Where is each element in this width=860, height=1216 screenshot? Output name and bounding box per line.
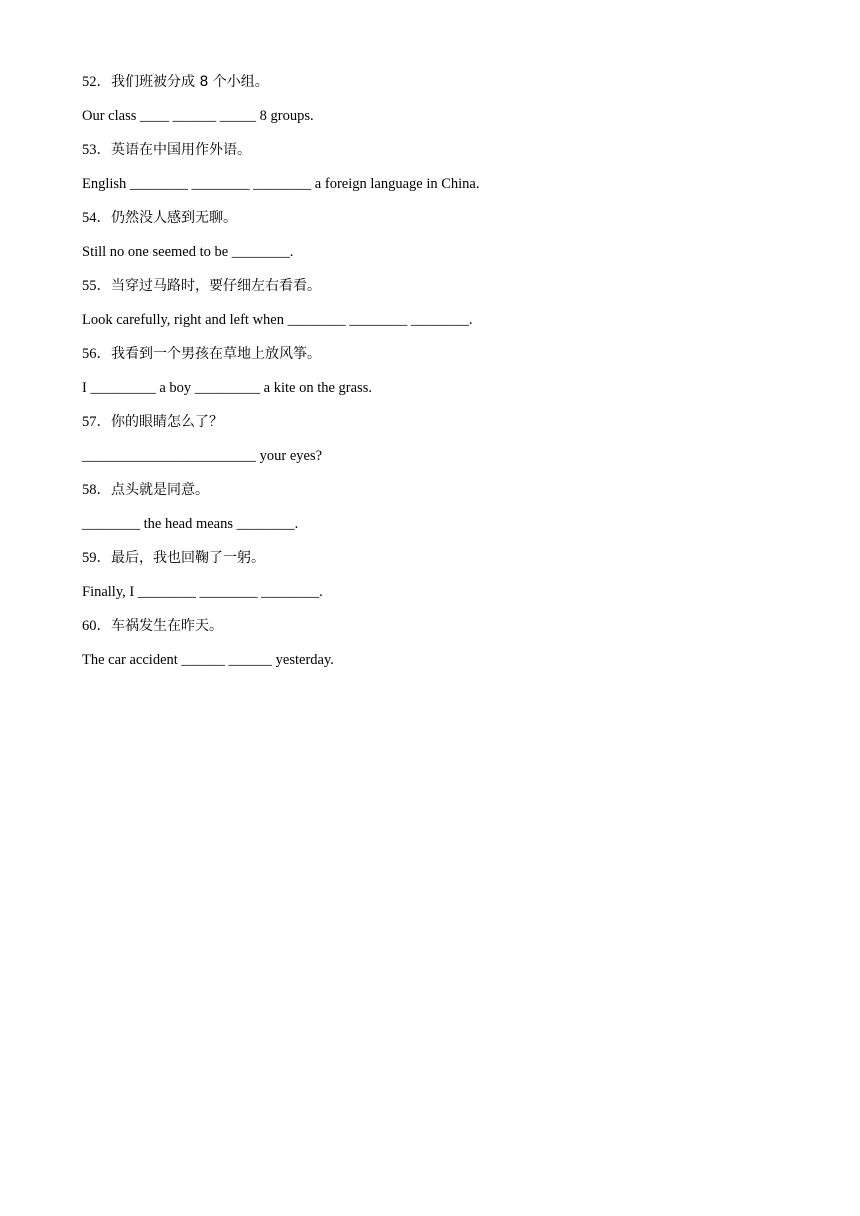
question-number: 57．: [82, 414, 111, 430]
question-56: [82, 340, 782, 408]
question-english-text: ________ the head means ________.: [82, 516, 299, 532]
question-number: 56．: [82, 346, 111, 362]
question-prompt: [82, 68, 782, 102]
question-prompt: [82, 272, 782, 306]
question-59: [82, 544, 782, 612]
question-english-text: Our class ____ ______ _____ 8 groups.: [82, 108, 314, 124]
question-number: 58．: [82, 482, 111, 498]
question-english-text: ________________________ your eyes?: [82, 448, 323, 464]
question-chinese-text: 当穿过马路时，要仔细左右看看。: [111, 278, 321, 294]
question-52: [82, 68, 782, 136]
question-number: 53．: [82, 142, 111, 158]
question-53: [82, 136, 782, 204]
question-english-text: English ________ ________ ________ a foreign language in China.: [82, 176, 480, 192]
question-number: 54．: [82, 210, 111, 226]
question-60: [82, 612, 782, 680]
question-chinese-text: 车祸发生在昨天。: [111, 618, 223, 634]
question-prompt: [82, 476, 782, 510]
question-chinese-text: 你的眼睛怎么了？: [111, 414, 223, 430]
question-english-text: I _________ a boy _________ a kite on the grass.: [82, 380, 372, 396]
question-prompt: [82, 544, 782, 578]
question-english-text: The car accident ______ ______ yesterday.: [82, 652, 334, 668]
question-chinese-text: 英语在中国用作外语。: [111, 142, 251, 158]
question-number: 59．: [82, 550, 111, 566]
question-number: 52．: [82, 74, 111, 90]
question-58: [82, 476, 782, 544]
question-chinese-text: 我看到一个男孩在草地上放风筝。: [111, 346, 321, 362]
question-57: [82, 408, 782, 476]
question-english-text: Still no one seemed to be ________.: [82, 244, 294, 260]
question-chinese-text: 点头就是同意。: [111, 482, 209, 498]
question-chinese-text: 最后，我也回鞠了一躬。: [111, 550, 265, 566]
question-prompt: [82, 340, 782, 374]
question-english-text: Look carefully, right and left when ________ ________ ________.: [82, 312, 473, 328]
question-prompt: [82, 408, 782, 442]
question-prompt: [82, 204, 782, 238]
question-prompt: [82, 136, 782, 170]
question-chinese-text: 仍然没人感到无聊。: [111, 210, 237, 226]
question-english-text: Finally, I ________ ________ ________.: [82, 584, 323, 600]
question-chinese-text: 我们班被分成 8 个小组。: [111, 74, 269, 90]
question-54: [82, 204, 782, 272]
question-number: 60．: [82, 618, 111, 634]
question-prompt: [82, 612, 782, 646]
question-55: [82, 272, 782, 340]
worksheet: [82, 68, 782, 680]
question-number: 55．: [82, 278, 111, 294]
